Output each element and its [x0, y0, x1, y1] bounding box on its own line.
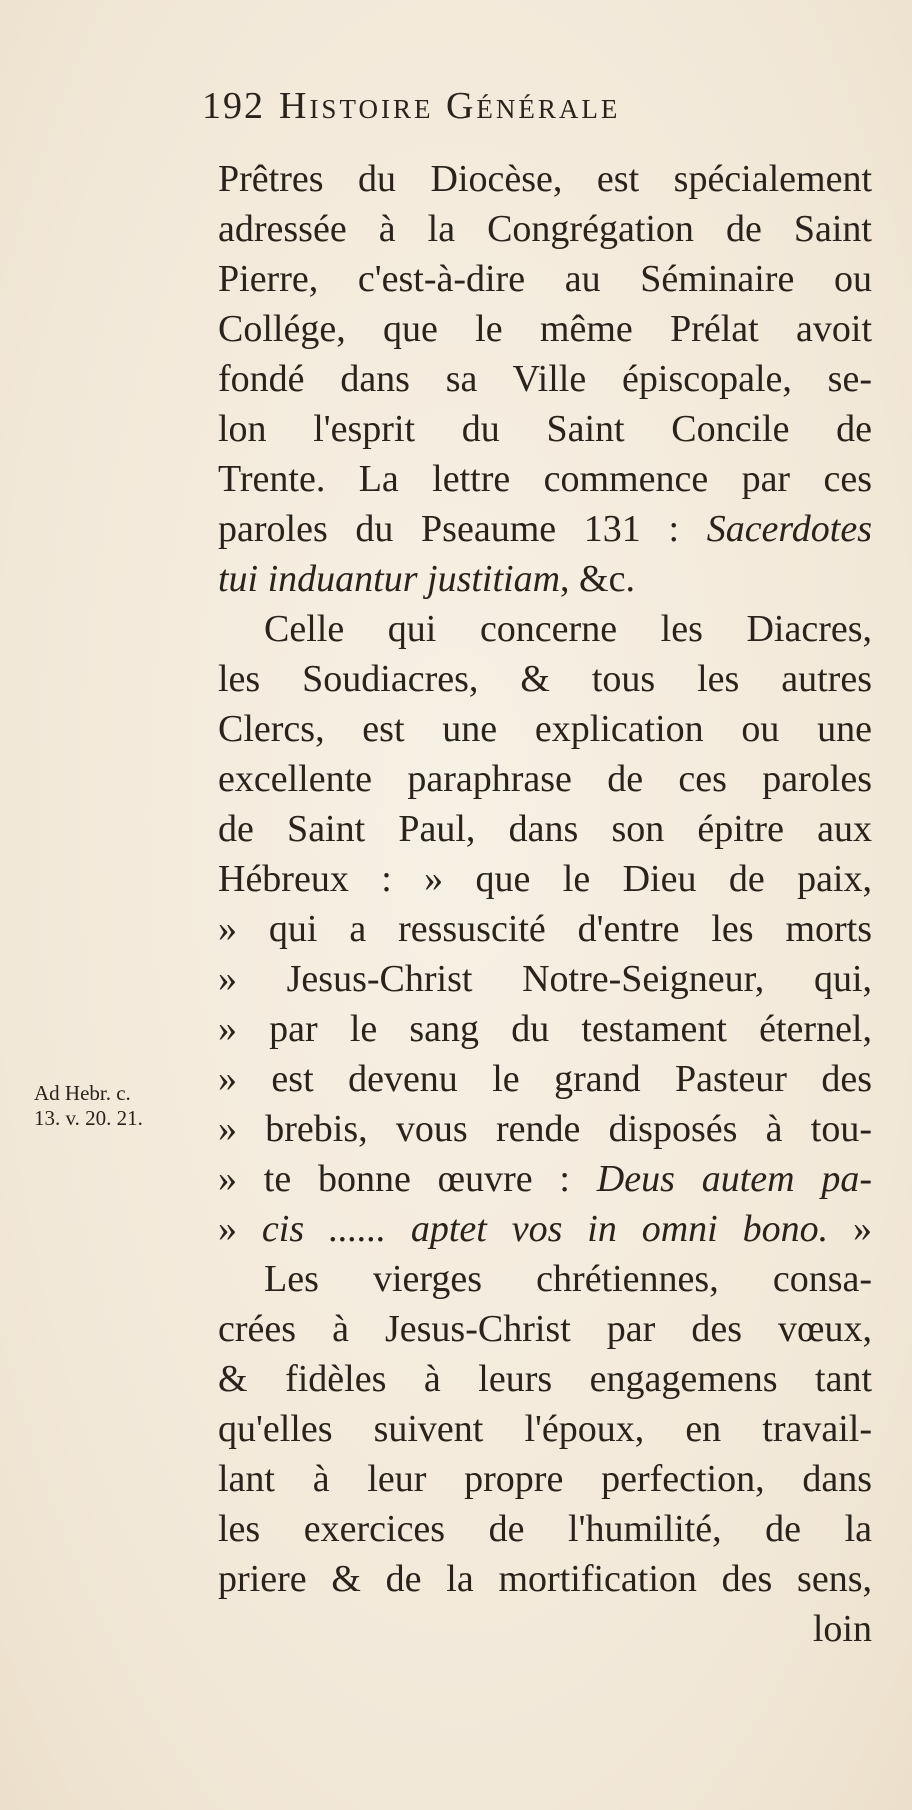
text-line: » te bonne œuvre : Deus autem pa-: [218, 1158, 873, 1200]
text-line: tui induantur justitiam, &c.: [218, 558, 635, 600]
text-line: qu'elles suivent l'époux, en travail-: [218, 1408, 872, 1450]
catchword: loin: [812, 1608, 872, 1650]
text-line: excellente paraphrase de ces paroles: [218, 758, 872, 800]
text-line: Hébreux : » que le Dieu de paix,: [218, 858, 872, 900]
running-title: Histoire Générale: [279, 85, 621, 127]
text-line: priere & de la mortification des sens,: [218, 1558, 872, 1600]
text-line: lant à leur propre perfection, dans: [218, 1458, 872, 1500]
text-line: paroles du Pseaume 131 : Sacerdotes: [218, 508, 873, 550]
text-line: » brebis, vous rende disposés à tou-: [218, 1108, 872, 1150]
text-line: Celle qui concerne les Diacres,: [264, 608, 872, 650]
text-line: de Saint Paul, dans son épitre aux: [218, 808, 872, 850]
text-line: crées à Jesus-Christ par des vœux,: [218, 1308, 872, 1350]
margin-reference-line-1: Ad Hebr. c.: [34, 1081, 131, 1105]
text-line: » cis ...... aptet vos in omni bono. »: [218, 1208, 873, 1250]
latin-quote: tui induantur justitiam: [218, 558, 561, 600]
text-line: les Soudiacres, & tous les autres: [218, 658, 872, 700]
text-line: » est devenu le grand Pasteur des: [218, 1058, 872, 1100]
latin-quote: Deus autem pa-: [596, 1158, 873, 1200]
body-text: [218, 154, 872, 1654]
text-line: » qui a ressuscité d'entre les morts: [218, 908, 872, 950]
text-line: Prêtres du Diocèse, est spécialement: [218, 158, 872, 200]
text-line: lon l'esprit du Saint Concile de: [218, 408, 872, 450]
text-line: adressée à la Congrégation de Saint: [218, 208, 872, 250]
text-line: Collége, que le même Prélat avoit: [218, 308, 872, 350]
page-number: 192: [202, 85, 265, 127]
page-header: [202, 84, 620, 128]
text-line: Les vierges chrétiennes, consa-: [264, 1258, 872, 1300]
text-line: Trente. La lettre commence par ces: [218, 458, 872, 500]
latin-quote: Sacerdotes: [706, 508, 873, 550]
text-line: Clercs, est une explication ou une: [218, 708, 872, 750]
text-line: » par le sang du testament éternel,: [218, 1008, 872, 1050]
text-line: » Jesus-Christ Notre-Seigneur, qui,: [218, 958, 872, 1000]
text-line: Pierre, c'est-à-dire au Séminaire ou: [218, 258, 872, 300]
margin-reference: [34, 1081, 143, 1131]
margin-reference-line-2: 13. v. 20. 21.: [34, 1106, 143, 1130]
latin-quote: cis ...... aptet vos in omni bono.: [261, 1208, 829, 1250]
text-line: fondé dans sa Ville épiscopale, se-: [218, 358, 872, 400]
text-line: les exercices de l'humilité, de la: [218, 1508, 872, 1550]
text-line: & fidèles à leurs engagemens tant: [218, 1358, 872, 1400]
